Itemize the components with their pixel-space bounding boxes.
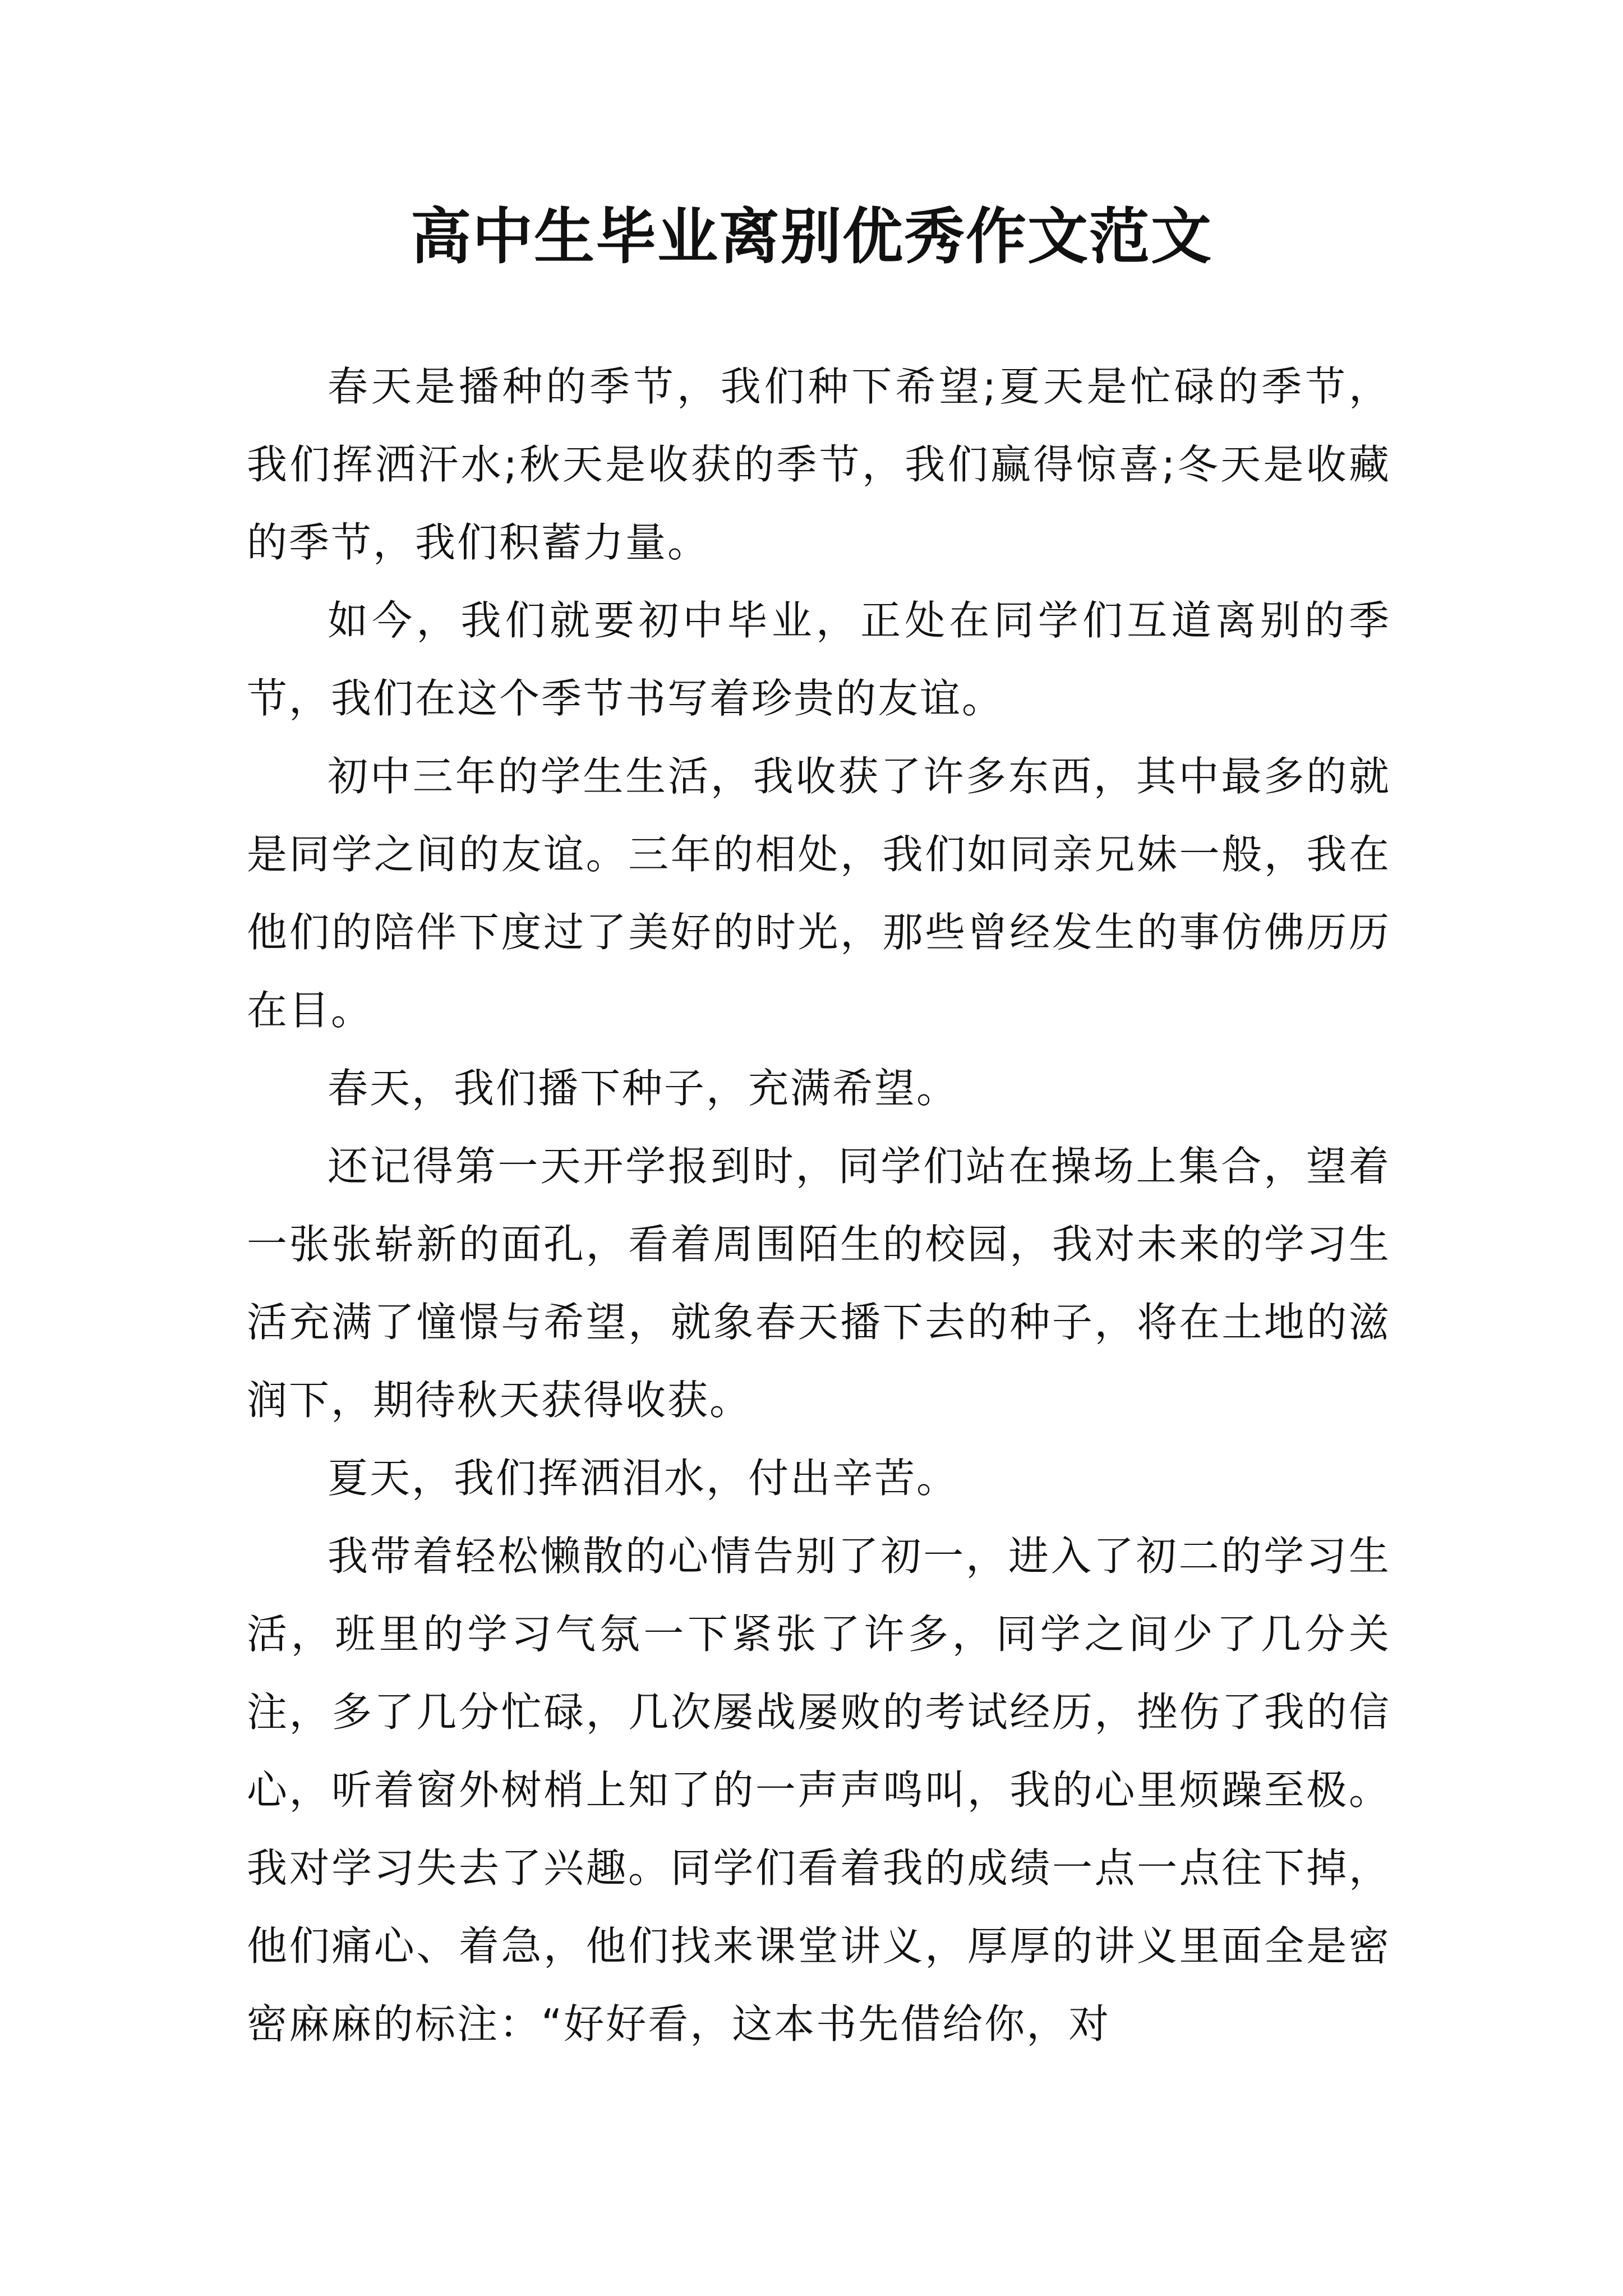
paragraph-3: 初中三年的学生生活，我收获了许多东西，其中最多的就是同学之间的友谊。三年的相处，我们如同亲兄妹一般，我在他们的陪伴下度过了美好的时光，那些曾经发生的事仿佛历历在目。 <box>247 753 1391 1034</box>
paragraph-1: 春天是播种的季节，我们种下希望;夏天是忙碌的季节，我们挥洒汗水;秋天是收获的季节，我们赢得惊喜;冬天是收藏的季节，我们积蓄力量。 <box>247 363 1391 566</box>
document-title: 高中生毕业离别优秀作文范文 <box>410 201 1212 272</box>
paragraph-6: 夏天，我们挥洒泪水，付出辛苦。 <box>328 1455 959 1502</box>
paragraph-7: 我带着轻松懒散的心情告别了初一，进入了初二的学习生活，班里的学习气氛一下紧张了许多，同学之间少了几分关注，多了几分忙碌，几次屡战屡败的考试经历，挫伤了我的信心，听着窗外树梢上知了的一声声鸣叫，我的心里烦躁至极。我对学习失去了兴趣。同学们看着我的成绩一点一点往下掉，他们痛心、着急，他们找来课堂讲义，厚厚的讲义里面全是密密麻麻的标注：“好好看，这本书先借给你，对 <box>247 1533 1391 2047</box>
paragraph-4: 春天，我们播下种子，充满希望。 <box>328 1065 959 1112</box>
document-body <box>247 348 1391 2063</box>
paragraph-5: 还记得第一天开学报到时，同学们站在操场上集合，望着一张张崭新的面孔，看着周围陌生的校园，我对未来的学习生活充满了憧憬与希望，就象春天播下去的种子，将在土地的滋润下，期待秋天获得收获。 <box>247 1143 1391 1424</box>
paragraph-2: 如今，我们就要初中毕业，正处在同学们互道离别的季节，我们在这个季节书写着珍贵的友谊。 <box>247 597 1391 722</box>
